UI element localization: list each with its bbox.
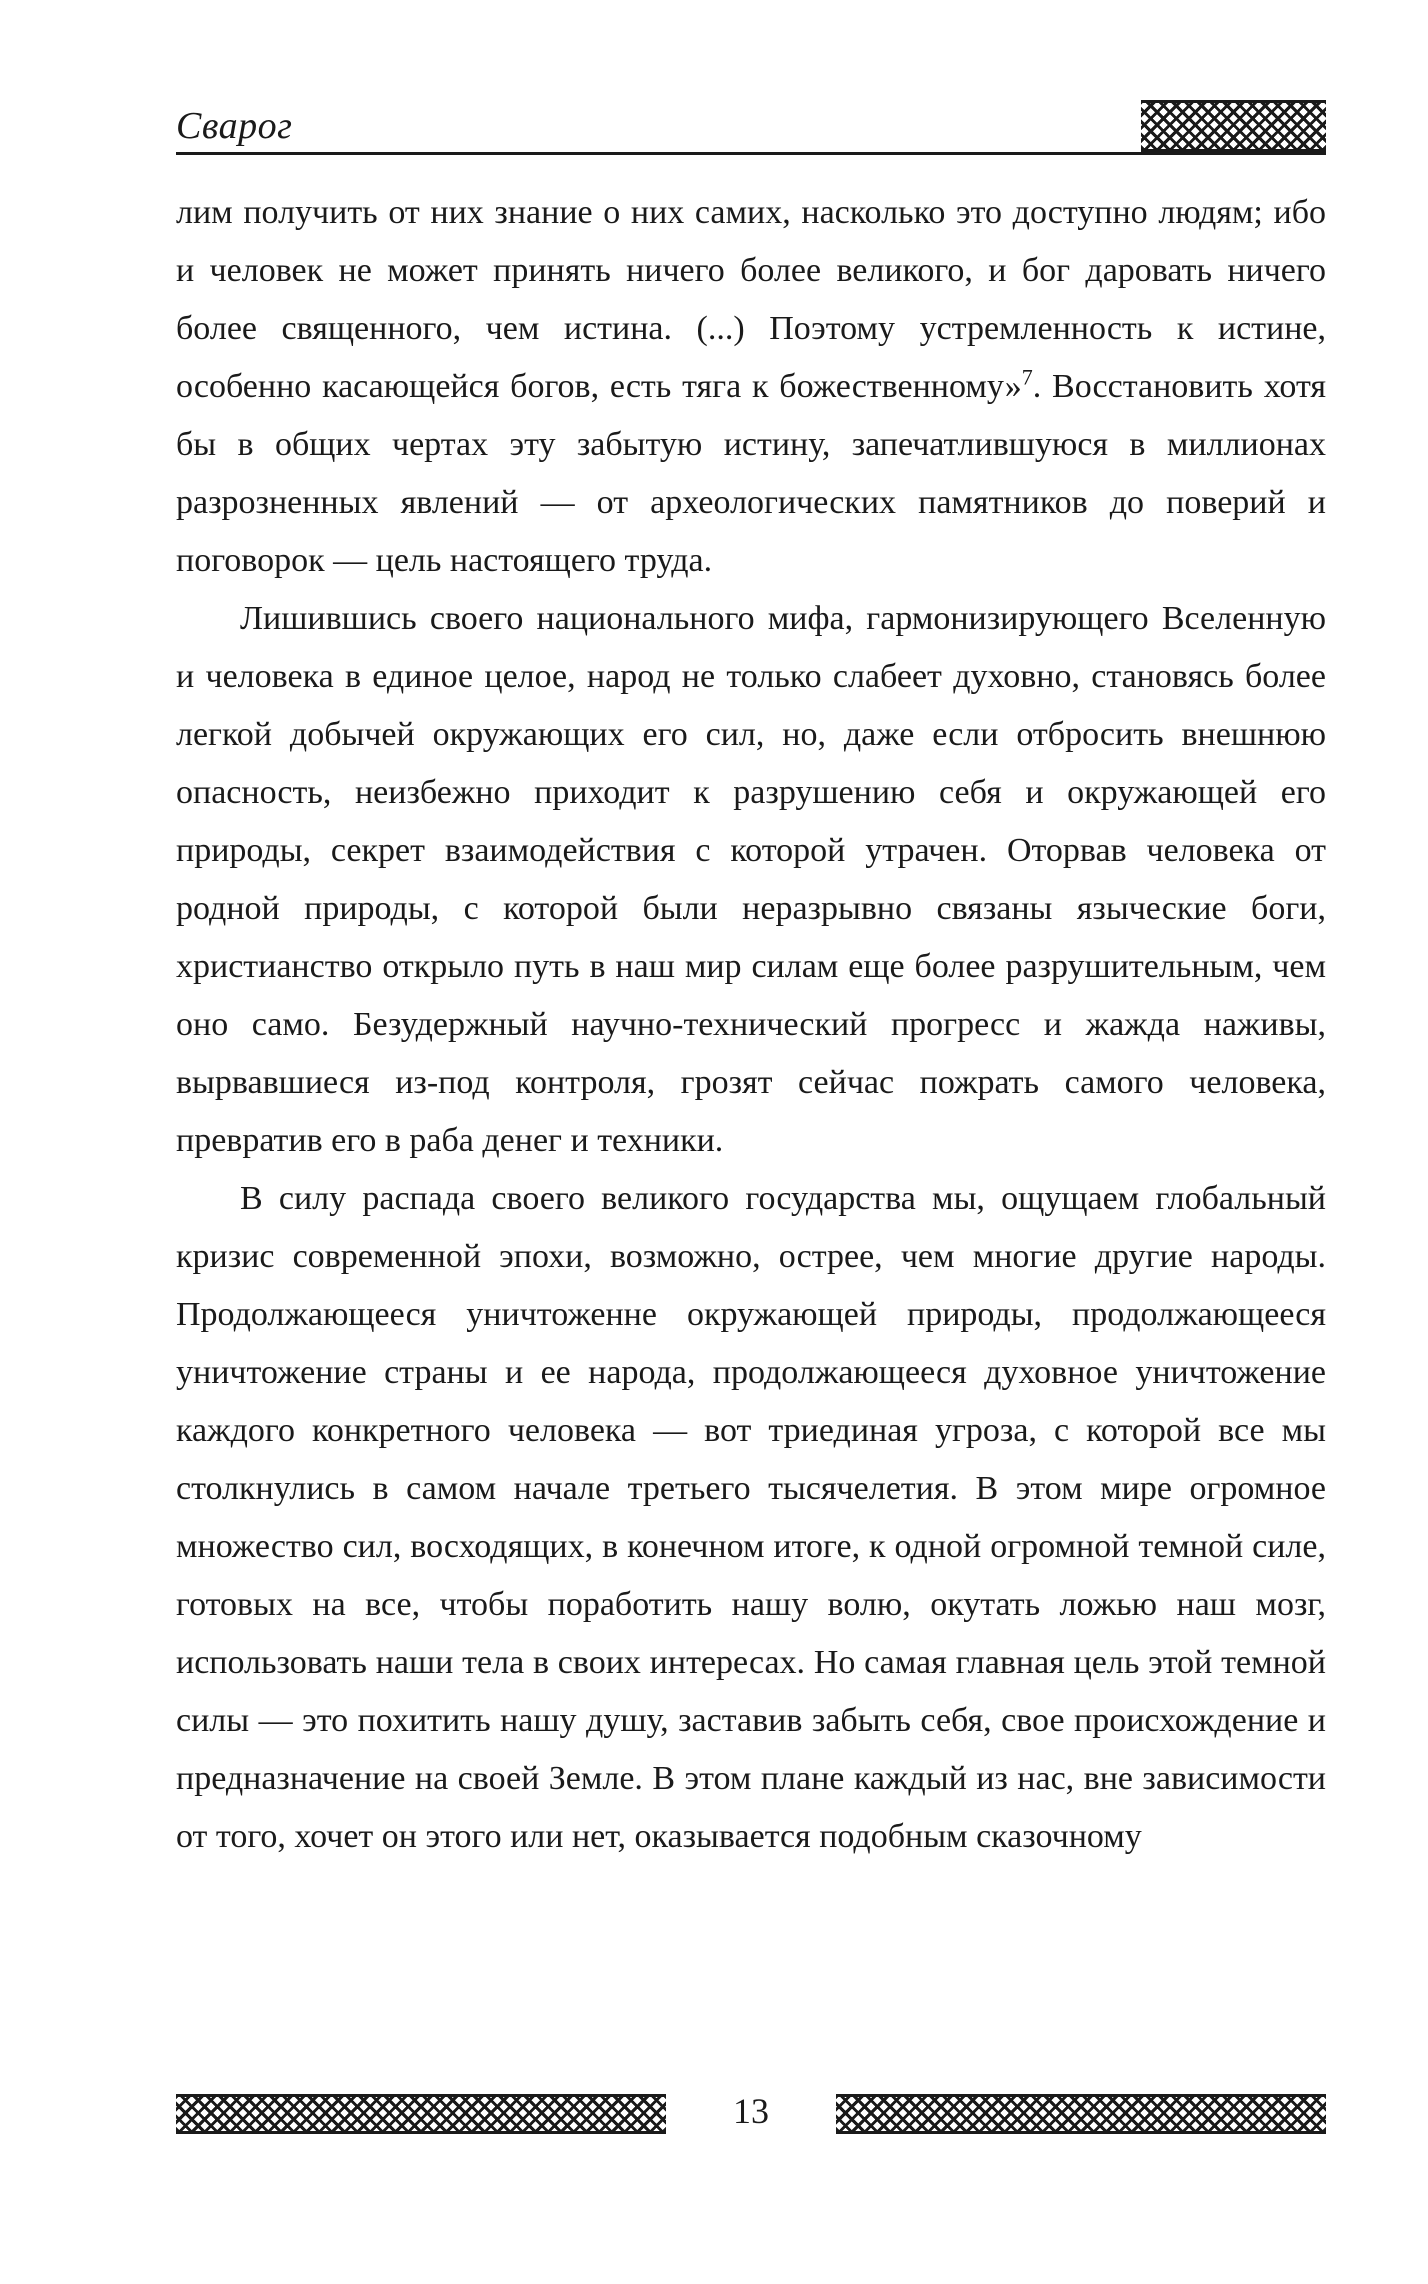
- footnote-ref: 7: [1021, 364, 1033, 390]
- body-text: [176, 184, 1326, 1866]
- footer-ornament-left: [176, 2094, 666, 2134]
- page-number: 13: [733, 2091, 769, 2131]
- header-ornament: [1141, 100, 1326, 152]
- footer-ornament-right: [836, 2094, 1326, 2134]
- running-header: [176, 100, 1326, 160]
- paragraph-1: [176, 184, 1326, 590]
- paragraph-1-tail: . Восстановить хотя бы в общих чертах эту забытую истину, запечатлившуюся в миллионах разрозненных явлений — от археологических памятников до поверий и поговорок — цель настоящего труда.: [176, 368, 1326, 579]
- header-rule: [176, 152, 1326, 155]
- footer: [176, 2088, 1326, 2138]
- running-title: Сварог: [176, 105, 293, 147]
- paragraph-1-text: лим получить от них знание о них самих, насколько это доступно людям; ибо и человек не может принять ничего более великого, и бог даровать ничего более священного, чем истина. (...) Поэтому устремленность к истине, особенно касающейся богов, есть тяга к божественному»: [176, 194, 1326, 405]
- paragraph-2: Лишившись своего национального мифа, гармонизирующего Вселенную и человека в единое целое, народ не только слабеет духовно, становясь более легкой добычей окружающих его сил, но, даже если отбросить внешнюю опасность, неизбежно приходит к разрушению себя и окружающей его природы, секрет взаимодействия с которой утрачен. Оторвав человека от родной природы, с которой были неразрывно связаны языческие боги, христианство открыло путь в наш мир силам еще более разрушительным, чем оно само. Безудержный научно-технический прогресс и жажда наживы, вырвавшиеся из-под контроля, грозят сейчас пожрать самого человека, превратив его в раба денег и техники.: [176, 600, 1326, 1159]
- paragraph-3: В силу распада своего великого государства мы, ощущаем глобальный кризис современной эпохи, возможно, острее, чем многие другие народы. Продолжающееся уничтоженне окружающей природы, продолжающееся уничтожение страны и ее народа, продолжающееся духовное уничтожение каждого конкретного человека — вот триединая угроза, с которой все мы столкнулись в самом начале третьего тысячелетия. В этом мире огромное множество сил, восходящих, в конечном итоге, к одной огромной темной силе, готовых на все, чтобы поработить нашу волю, окутать ложью наш мозг, использовать наши тела в своих интересах. Но самая главная цель этой темной силы — это похитить нашу душу, заставив забыть себя, свое происхождение и предназначение на своей Земле. В этом плане каждый из нас, вне зависимости от того, хочет он этого или нет, оказывается подобным сказочному: [176, 1180, 1326, 1855]
